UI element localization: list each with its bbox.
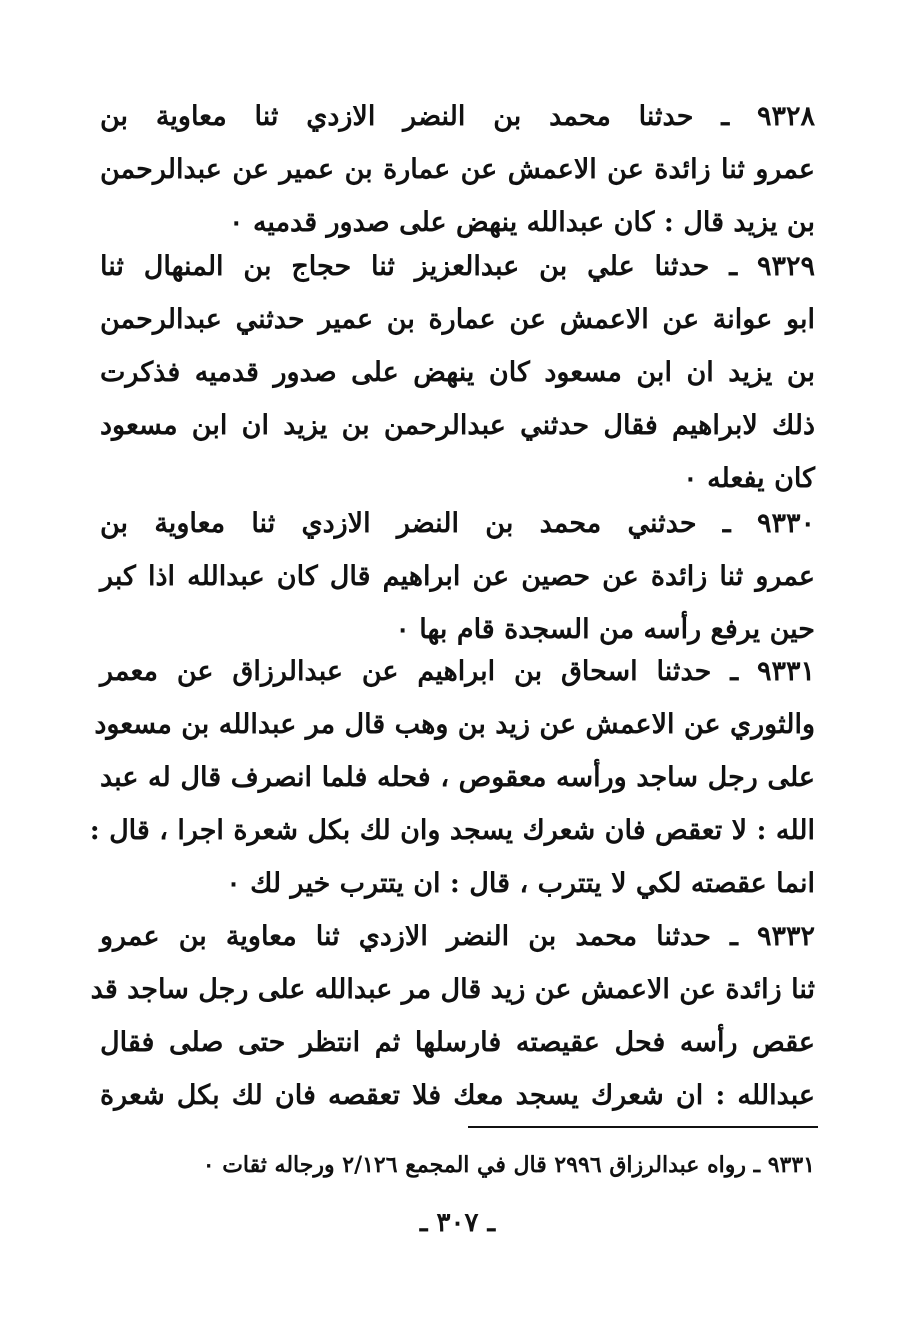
hadith-9329 [100,240,815,505]
text-line: عمرو ثنا زائدة عن الاعمش عن عمارة بن عمير عن عبدالرحمن [100,154,815,185]
text-line: ذلك لابراهيم فقال حدثني عبدالرحمن بن يزيد ان ابن مسعود [100,410,815,441]
text-line: عبدالله : ان شعرك يسجد معك فلا تعقصه فان لك بكل شعرة [100,1080,815,1111]
text-line: كان يفعله ٠ [683,463,815,494]
footnote-divider [468,1126,818,1128]
text-line: عمرو ثنا زائدة عن حصين عن ابراهيم قال كان عبدالله اذا كبر [100,561,815,592]
text-line: انما عقصته لكي لا يتترب ، قال : ان يتترب خير لك ٠ [226,868,815,899]
text-line: الله : لا تعقص فان شعرك يسجد وان لك بكل شعرة اجرا ، قال : [89,815,815,846]
text-line: والثوري عن الاعمش عن زيد بن وهب قال مر عبدالله بن مسعود [94,709,815,740]
text-line: بن يزيد ان ابن مسعود كان ينهض على صدور قدميه فذكرت [100,357,815,388]
text-line: ٩٣٢٨ ـ حدثنا محمد بن النضر الازدي ثنا معاوية بن [100,101,815,132]
hadith-9332 [90,910,815,1122]
text-line: بن يزيد قال : كان عبدالله ينهض على صدور قدميه ٠ [229,207,815,238]
text-line: ٩٣٣٠ ـ حدثني محمد بن النضر الازدي ثنا معاوية بن [100,508,815,539]
text-line: حين يرفع رأسه من السجدة قام بها ٠ [395,614,815,645]
text-line: على رجل ساجد ورأسه معقوص ، فحله فلما انصرف قال له عبد [100,762,815,793]
text-line: ٩٣٢٩ ـ حدثنا علي بن عبدالعزيز ثنا حجاج بن المنهال ثنا [100,251,815,282]
text-line: عقص رأسه فحل عقيصته فارسلها ثم انتظر حتى صلى فقال [100,1027,815,1058]
text-line: ثنا زائدة عن الاعمش عن زيد قال مر عبدالله على رجل ساجد قد [90,974,815,1005]
hadith-9328 [100,90,815,249]
text-line: ابو عوانة عن الاعمش عن عمارة بن عمير حدثني عبدالرحمن [100,304,815,335]
text-line: ٩٣٣١ ـ حدثنا اسحاق بن ابراهيم عن عبدالرزاق عن معمر [100,656,815,687]
footnote: ٩٣٣١ ـ رواه عبدالرزاق ٢٩٩٦ قال في المجمع ٢/١٢٦ ورجاله ثقات ٠ [202,1152,815,1178]
hadith-9331 [89,645,815,910]
text-line: ٩٣٣٢ ـ حدثنا محمد بن النضر الازدي ثنا معاوية بن عمرو [100,921,815,952]
page-number: ـ ٣٠٧ ـ [419,1208,496,1238]
hadith-9330 [100,497,815,656]
